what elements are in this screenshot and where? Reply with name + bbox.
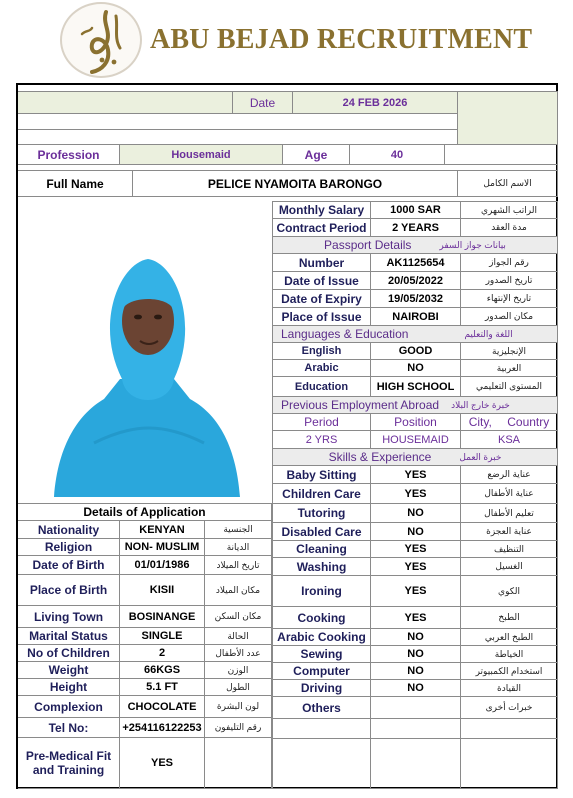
skill-value: YES (371, 558, 461, 576)
skill-label: Driving (272, 680, 371, 697)
blank-cell (272, 719, 371, 739)
passport-title-ar: بيانات جواز السفر (439, 239, 506, 250)
languages-title: Languages & Education (281, 327, 409, 341)
app-label: Date of Birth (18, 556, 120, 575)
salary-ar: الراتب الشهري (461, 201, 558, 219)
app-label: Place of Birth (18, 575, 120, 606)
skill-value: YES (371, 607, 461, 629)
blank-row (18, 114, 458, 130)
profession-label: Profession (18, 145, 120, 165)
employment-col-period: Period (272, 414, 371, 431)
app-label: Religion (18, 539, 120, 556)
skill-ar: عناية الأطفال (461, 484, 558, 504)
skill-value: NO (371, 523, 461, 541)
language-value: NO (371, 360, 461, 377)
app-label: Nationality (18, 521, 120, 539)
skill-value: NO (371, 663, 461, 680)
employment-col-position: Position (371, 414, 461, 431)
blank-cell (371, 719, 461, 739)
salary-value: 1000 SAR (371, 201, 461, 219)
medical-label-line: and Training (32, 763, 105, 777)
passport-value: AK1125654 (371, 254, 461, 272)
passport-value: 19/05/2032 (371, 290, 461, 308)
passport-label: Number (272, 254, 371, 272)
skill-ar: عناية الرضع (461, 466, 558, 484)
fullname-label: Full Name (18, 171, 133, 197)
app-label: Tel No: (18, 718, 120, 738)
employment-period: 2 YRS (272, 431, 371, 449)
skill-ar: الخياطة (461, 646, 558, 663)
employment-col-location (461, 414, 558, 431)
passport-ar: مكان الصدور (461, 308, 558, 326)
blank-row (18, 130, 458, 145)
skill-ar: القيادة (461, 680, 558, 697)
languages-section-title (272, 326, 558, 343)
skill-label: Children Care (272, 484, 371, 504)
app-value: 2 (120, 645, 205, 662)
skill-value: NO (371, 504, 461, 523)
app-value: 01/01/1986 (120, 556, 205, 575)
passport-label: Date of Issue (272, 272, 371, 290)
skill-label: Baby Sitting (272, 466, 371, 484)
skill-label: Washing (272, 558, 371, 576)
skill-value: NO (371, 646, 461, 663)
age-value: 40 (350, 145, 445, 165)
blank-cell (445, 145, 558, 165)
employment-col-city: City, (468, 415, 492, 429)
skills-title: Skills & Experience (328, 450, 432, 464)
skill-value: YES (371, 484, 461, 504)
skill-label: Arabic Cooking (272, 629, 371, 646)
app-ar: رقم التليفون (205, 718, 272, 738)
period-ar: مدة العقد (461, 219, 558, 237)
employment-title-ar: خبرة خارج البلاد (451, 399, 510, 410)
medical-label-line: Pre-Medical Fit (25, 749, 112, 763)
blank-cell (461, 719, 558, 739)
page-header (0, 0, 573, 86)
language-ar: العربية (461, 360, 558, 377)
app-label: Living Town (18, 606, 120, 628)
skill-ar: عناية العجزة (461, 523, 558, 541)
date-value: 24 FEB 2026 (293, 91, 458, 114)
skill-label: Tutoring (272, 504, 371, 523)
passport-ar: تاريخ الإنتهاء (461, 290, 558, 308)
skills-section-title (272, 449, 558, 466)
skill-label: Ironing (272, 576, 371, 607)
skill-ar: استخدام الكمبيوتر (461, 663, 558, 680)
app-value: SINGLE (120, 628, 205, 645)
cv-sheet (16, 83, 558, 789)
blank-cell (272, 739, 371, 789)
fullname-value: PELICE NYAMOITA BARONGO (133, 171, 458, 197)
date-label: Date (233, 91, 293, 114)
passport-section-title (272, 237, 558, 254)
blank-cell (205, 738, 272, 789)
passport-ar: رقم الجواز (461, 254, 558, 272)
brand-name: ABU BEJAD RECRUITMENT (150, 24, 533, 55)
skill-label: Disabled Care (272, 523, 371, 541)
app-label: Marital Status (18, 628, 120, 645)
app-value: 5.1 FT (120, 679, 205, 696)
app-ar: لون البشرة (205, 696, 272, 718)
skill-ar: الطبخ العربي (461, 629, 558, 646)
app-value: 66KGS (120, 662, 205, 679)
skill-ar: خبرات أخرى (461, 697, 558, 719)
fullname-ar: الاسم الكامل (458, 171, 558, 197)
languages-title-ar: اللغة والتعليم (464, 328, 513, 339)
blank-cell (371, 739, 461, 789)
employment-col-country: Country (507, 415, 550, 429)
app-value: CHOCOLATE (120, 696, 205, 718)
passport-label: Date of Expiry (272, 290, 371, 308)
period-label: Contract Period (272, 219, 371, 237)
language-label: Arabic (272, 360, 371, 377)
medical-label (18, 738, 120, 789)
applicant-photo (24, 203, 270, 497)
blank-cell (461, 739, 558, 789)
app-value: KENYAN (120, 521, 205, 539)
employment-title: Previous Employment Abroad (281, 398, 440, 412)
skill-value (371, 697, 461, 719)
skill-ar: الطبخ (461, 607, 558, 629)
passport-value: 20/05/2022 (371, 272, 461, 290)
app-label: Weight (18, 662, 120, 679)
application-title: Details of Application (18, 503, 272, 521)
skills-title-ar: خبرة العمل (459, 451, 502, 462)
skill-label: Others (272, 697, 371, 719)
employment-country: KSA (461, 431, 558, 449)
app-ar: مكان الميلاد (205, 575, 272, 606)
salary-label: Monthly Salary (272, 201, 371, 219)
app-label: No of Children (18, 645, 120, 662)
age-label: Age (283, 145, 350, 165)
skill-ar: الغسيل (461, 558, 558, 576)
app-value: NON- MUSLIM (120, 539, 205, 556)
skill-value: YES (371, 541, 461, 558)
app-value: KISII (120, 575, 205, 606)
app-ar: عدد الأطفال (205, 645, 272, 662)
app-value: BOSINANGE (120, 606, 205, 628)
employment-section-title (272, 397, 558, 414)
app-value: +254116122253 (120, 718, 205, 738)
calligraphy-logo-icon (60, 2, 142, 78)
language-label: Education (272, 377, 371, 397)
app-ar: مكان السكن (205, 606, 272, 628)
app-label: Height (18, 679, 120, 696)
period-value: 2 YEARS (371, 219, 461, 237)
skill-value: NO (371, 680, 461, 697)
profession-value: Housemaid (120, 145, 283, 165)
app-ar: الديانة (205, 539, 272, 556)
passport-label: Place of Issue (272, 308, 371, 326)
top-left-blank (18, 91, 233, 114)
skill-ar: تعليم الأطفال (461, 504, 558, 523)
app-ar: الوزن (205, 662, 272, 679)
skill-value: YES (371, 466, 461, 484)
passport-title: Passport Details (324, 238, 412, 252)
app-ar: الجنسية (205, 521, 272, 539)
app-ar: تاريخ الميلاد (205, 556, 272, 575)
language-value: HIGH SCHOOL (371, 377, 461, 397)
skill-label: Computer (272, 663, 371, 680)
skill-ar: الكوي (461, 576, 558, 607)
language-ar: الإنجليزية (461, 343, 558, 360)
passport-value: NAIROBI (371, 308, 461, 326)
skill-ar: التنظيف (461, 541, 558, 558)
skill-label: Sewing (272, 646, 371, 663)
language-label: English (272, 343, 371, 360)
skill-value: NO (371, 629, 461, 646)
skill-label: Cleaning (272, 541, 371, 558)
medical-value: YES (120, 738, 205, 789)
app-label: Complexion (18, 696, 120, 718)
skill-label: Cooking (272, 607, 371, 629)
language-ar: المستوى التعليمي (461, 377, 558, 397)
skill-value: YES (371, 576, 461, 607)
passport-ar: تاريخ الصدور (461, 272, 558, 290)
app-ar: الطول (205, 679, 272, 696)
employment-position: HOUSEMAID (371, 431, 461, 449)
top-right-blank (458, 91, 558, 145)
language-value: GOOD (371, 343, 461, 360)
app-ar: الحالة (205, 628, 272, 645)
